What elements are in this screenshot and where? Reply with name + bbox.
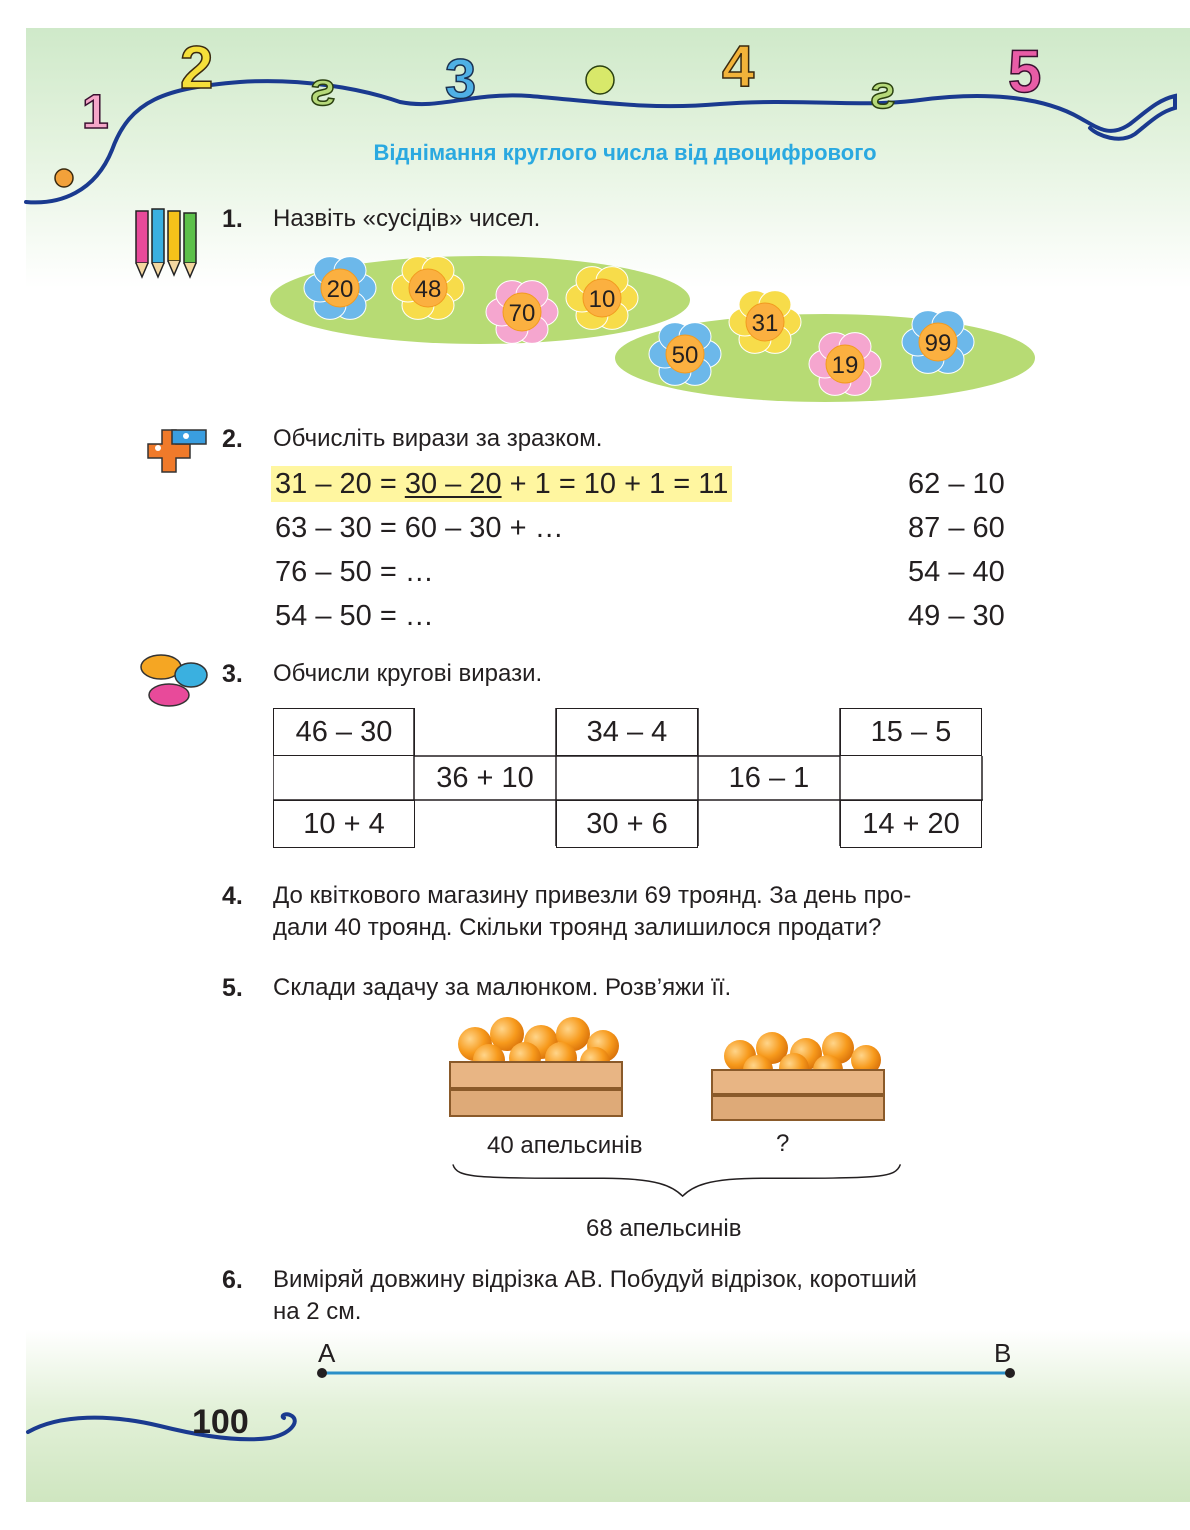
- expression: 49 – 30: [908, 600, 1005, 632]
- flower-20: [304, 257, 376, 320]
- total-label: 68 апельсинів: [586, 1215, 742, 1242]
- expression: 54 – 40: [908, 556, 1005, 588]
- page-title: Віднімання круглого числа від двоцифрового: [373, 140, 877, 165]
- task-number: 4.: [222, 882, 243, 910]
- frog-icon: ƨ: [870, 66, 896, 118]
- circular-expression-cell: 14 + 20: [840, 800, 982, 848]
- point-b: [1005, 1368, 1015, 1378]
- flower-19: [809, 333, 881, 396]
- sample-expression-start: 31 – 20 =: [275, 468, 405, 500]
- number-one-icon: 1: [82, 86, 109, 139]
- character-icon: [55, 169, 73, 187]
- circular-expression-text: 16 – 1: [728, 761, 810, 794]
- flower-number: 31: [751, 310, 779, 337]
- sample-expression: [275, 468, 732, 501]
- circular-expression-cell: 10 + 4: [273, 800, 415, 848]
- segment-ab: [314, 1364, 1018, 1382]
- task-number: 5.: [222, 974, 243, 1002]
- flower-31: [729, 291, 801, 354]
- task-text-line-2: дали 40 троянд. Скільки троянд залишилося продати?: [273, 914, 882, 941]
- task-text: Склади задачу за малюнком. Розв’яжи її.: [273, 974, 732, 1001]
- flower-99: [902, 311, 974, 374]
- flower-number: 19: [831, 352, 859, 379]
- expression: 63 – 30 = 60 – 30 + …: [275, 512, 564, 544]
- crate-1-label: 40 апельсинів: [487, 1132, 643, 1159]
- pencils-icon: [130, 205, 215, 285]
- number-five-icon: 5: [1008, 38, 1042, 105]
- crate-icon: [450, 1017, 622, 1116]
- circular-expression-text: 36 + 10: [436, 761, 534, 794]
- point-b-label: В: [994, 1338, 1012, 1368]
- flower-number: 48: [414, 276, 442, 303]
- crate-2-label: ?: [776, 1130, 790, 1157]
- expression: 76 – 50 = …: [275, 556, 434, 588]
- fish-circle-icon: [135, 645, 215, 713]
- task-number: 3.: [222, 660, 243, 688]
- orange-crates-illustration: [445, 1012, 905, 1207]
- flower-number: 70: [508, 300, 536, 327]
- expression: 62 – 10: [908, 468, 1005, 500]
- circular-expression-cell: 30 + 6: [556, 800, 698, 848]
- task-text: Обчисли кругові вирази.: [273, 660, 543, 687]
- task-text-line-2: на 2 см.: [273, 1298, 362, 1325]
- task-text-line-1: До квіткового магазину привезли 69 троянд. За день про-: [273, 882, 912, 909]
- flower-48: [392, 257, 464, 320]
- point-a: [317, 1368, 327, 1378]
- frog-icon: ƨ: [310, 63, 336, 115]
- task-text: Обчисліть вирази за зразком.: [273, 425, 603, 452]
- circular-expression-cell: 46 – 30: [273, 708, 415, 756]
- footer-wave: [0, 1400, 320, 1460]
- task-number: 1.: [222, 205, 243, 233]
- task-text: Назвіть «сусідів» чисел.: [273, 205, 541, 232]
- sample-expression-end: + 1 = 10 + 1 = 11: [501, 468, 729, 500]
- frog-icon: [586, 66, 614, 94]
- flower-number: 20: [326, 276, 354, 303]
- expression: 87 – 60: [908, 512, 1005, 544]
- sample-expression-underlined: 30 – 20: [404, 468, 502, 500]
- number-three-icon: 3: [445, 47, 477, 110]
- flower-10: [566, 267, 638, 330]
- circular-expression-cell: 34 – 4: [556, 708, 698, 756]
- number-two-icon: 2: [180, 34, 214, 101]
- circular-expression-cell: 15 – 5: [840, 708, 982, 756]
- task-number: 2.: [222, 425, 243, 453]
- flowers-illustration: [270, 250, 1040, 410]
- flower-70: [486, 281, 558, 344]
- task-text-line-1: Виміряй довжину відрізка АВ. Побудуй відрізок, коротший: [273, 1266, 917, 1293]
- flower-number: 50: [671, 342, 699, 369]
- task-number: 6.: [222, 1266, 243, 1294]
- page-number: 100: [192, 1403, 249, 1441]
- number-four-icon: 4: [722, 34, 755, 99]
- plus-minus-characters-icon: [128, 420, 216, 500]
- point-a-label: А: [318, 1338, 336, 1368]
- flower-50: [649, 323, 721, 386]
- expression: 54 – 50 = …: [275, 600, 434, 632]
- flower-number: 10: [588, 286, 616, 313]
- flower-number: 99: [924, 330, 952, 357]
- crate-icon: [712, 1032, 884, 1120]
